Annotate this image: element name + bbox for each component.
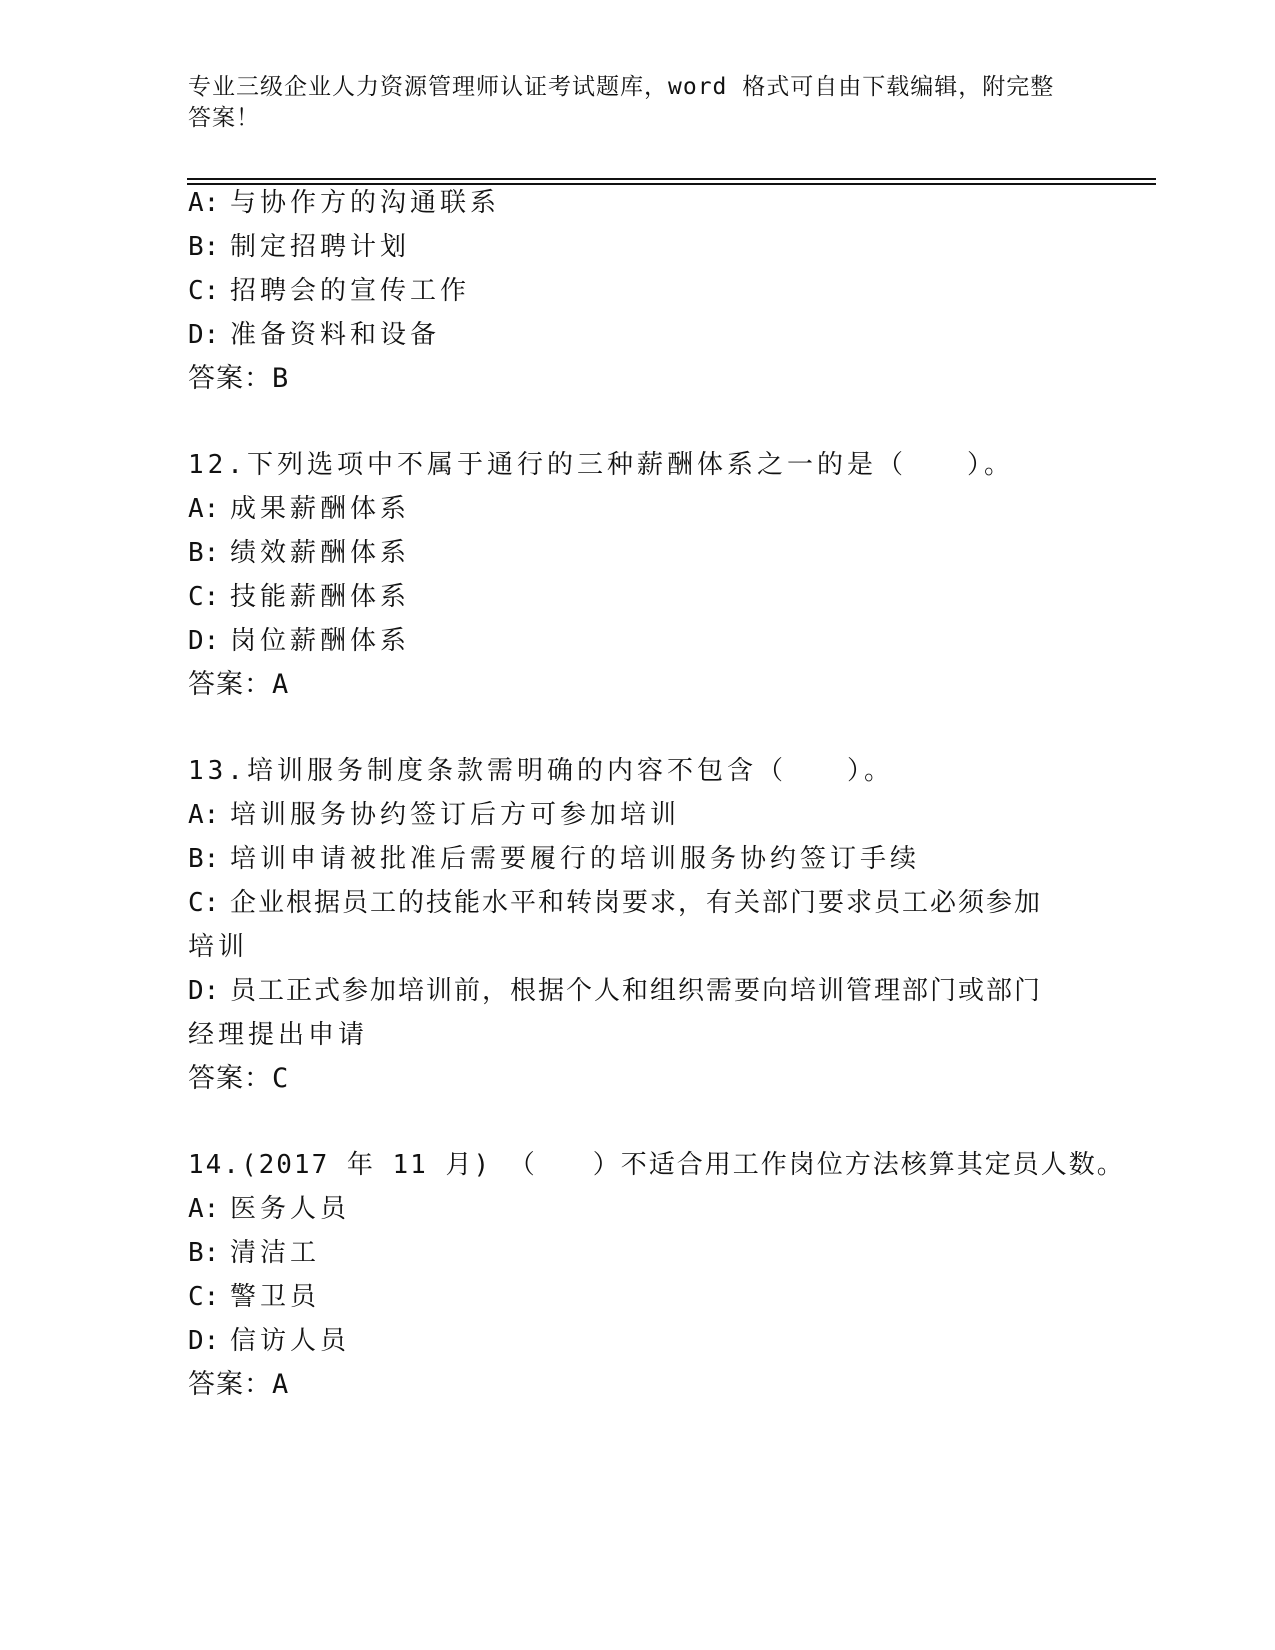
q11-option-d: [188, 318, 440, 352]
option-text: 成果薪酬体系: [230, 494, 411, 524]
q13-option-b: [188, 842, 920, 876]
q13-option-d-continued: 经理提出申请: [188, 1020, 369, 1050]
option-text: 培训服务协约签订后方可参加培训: [230, 800, 681, 830]
option-label: B:: [188, 844, 220, 874]
header-line-2: 答案！: [188, 105, 260, 131]
q14-question: 14.(2017 年 11 月) （ ）不适合用工作岗位方法核算其定员人数。: [188, 1150, 1125, 1180]
q13-option-c-continued: 培训: [188, 932, 249, 962]
option-text: 警卫员: [230, 1282, 321, 1312]
document-header: [188, 72, 1068, 134]
option-text: 信访人员: [230, 1326, 351, 1356]
option-label: D:: [188, 320, 220, 350]
q14-answer: 答案：A: [188, 1369, 290, 1400]
q12-option-d: [188, 624, 410, 658]
option-text: 培训申请被批准后需要履行的培训服务协约签订手续: [230, 844, 921, 874]
header-rule-bottom: [187, 183, 1156, 185]
option-label: C:: [188, 276, 220, 306]
header-rule-top: [187, 178, 1156, 180]
q13-answer: 答案：C: [188, 1063, 290, 1094]
option-text: 岗位薪酬体系: [230, 626, 411, 656]
q12-option-c: [188, 580, 410, 614]
q11-answer: 答案：B: [188, 363, 290, 394]
q12-option-b: [188, 536, 410, 570]
option-label: B:: [188, 232, 220, 262]
option-label: A:: [188, 494, 220, 524]
option-text: 企业根据员工的技能水平和转岗要求，有关部门要求员工必须参加: [230, 888, 1043, 918]
option-label: A:: [188, 800, 220, 830]
option-text: 制定招聘计划: [230, 232, 411, 262]
option-label: C:: [188, 1282, 220, 1312]
option-label: B:: [188, 1238, 220, 1268]
q13-option-d: [188, 974, 1042, 1008]
q12-question: 12.下列选项中不属于通行的三种薪酬体系之一的是（ ）。: [188, 450, 1014, 480]
q13-option-a: [188, 798, 680, 832]
option-text: 清洁工: [230, 1238, 321, 1268]
q14-option-c: [188, 1280, 320, 1314]
option-text: 绩效薪酬体系: [230, 538, 411, 568]
q12-option-a: [188, 492, 410, 526]
q14-option-a: [188, 1192, 350, 1226]
option-text: 员工正式参加培训前，根据个人和组织需要向培训管理部门或部门: [230, 976, 1043, 1006]
option-text: 准备资料和设备: [230, 320, 441, 350]
q11-option-c: [188, 274, 470, 308]
option-label: C:: [188, 582, 220, 612]
q11-option-a: [188, 186, 500, 220]
option-label: D:: [188, 976, 220, 1006]
q14-option-b: [188, 1236, 320, 1270]
option-label: A:: [188, 188, 220, 218]
option-text: 与协作方的沟通联系: [230, 188, 501, 218]
option-label: D:: [188, 1326, 220, 1356]
header-line-1: 专业三级企业人力资源管理师认证考试题库，word 格式可自由下载编辑，附完整: [188, 74, 1055, 100]
q12-answer: 答案：A: [188, 669, 290, 700]
option-text: 技能薪酬体系: [230, 582, 411, 612]
option-text: 医务人员: [230, 1194, 351, 1224]
q13-question: 13.培训服务制度条款需明确的内容不包含（ ）。: [188, 756, 894, 786]
option-label: B:: [188, 538, 220, 568]
option-label: D:: [188, 626, 220, 656]
option-text: 招聘会的宣传工作: [230, 276, 471, 306]
option-label: C:: [188, 888, 220, 918]
q14-option-d: [188, 1324, 350, 1358]
q11-option-b: [188, 230, 410, 264]
option-label: A:: [188, 1194, 220, 1224]
q13-option-c: [188, 886, 1042, 920]
